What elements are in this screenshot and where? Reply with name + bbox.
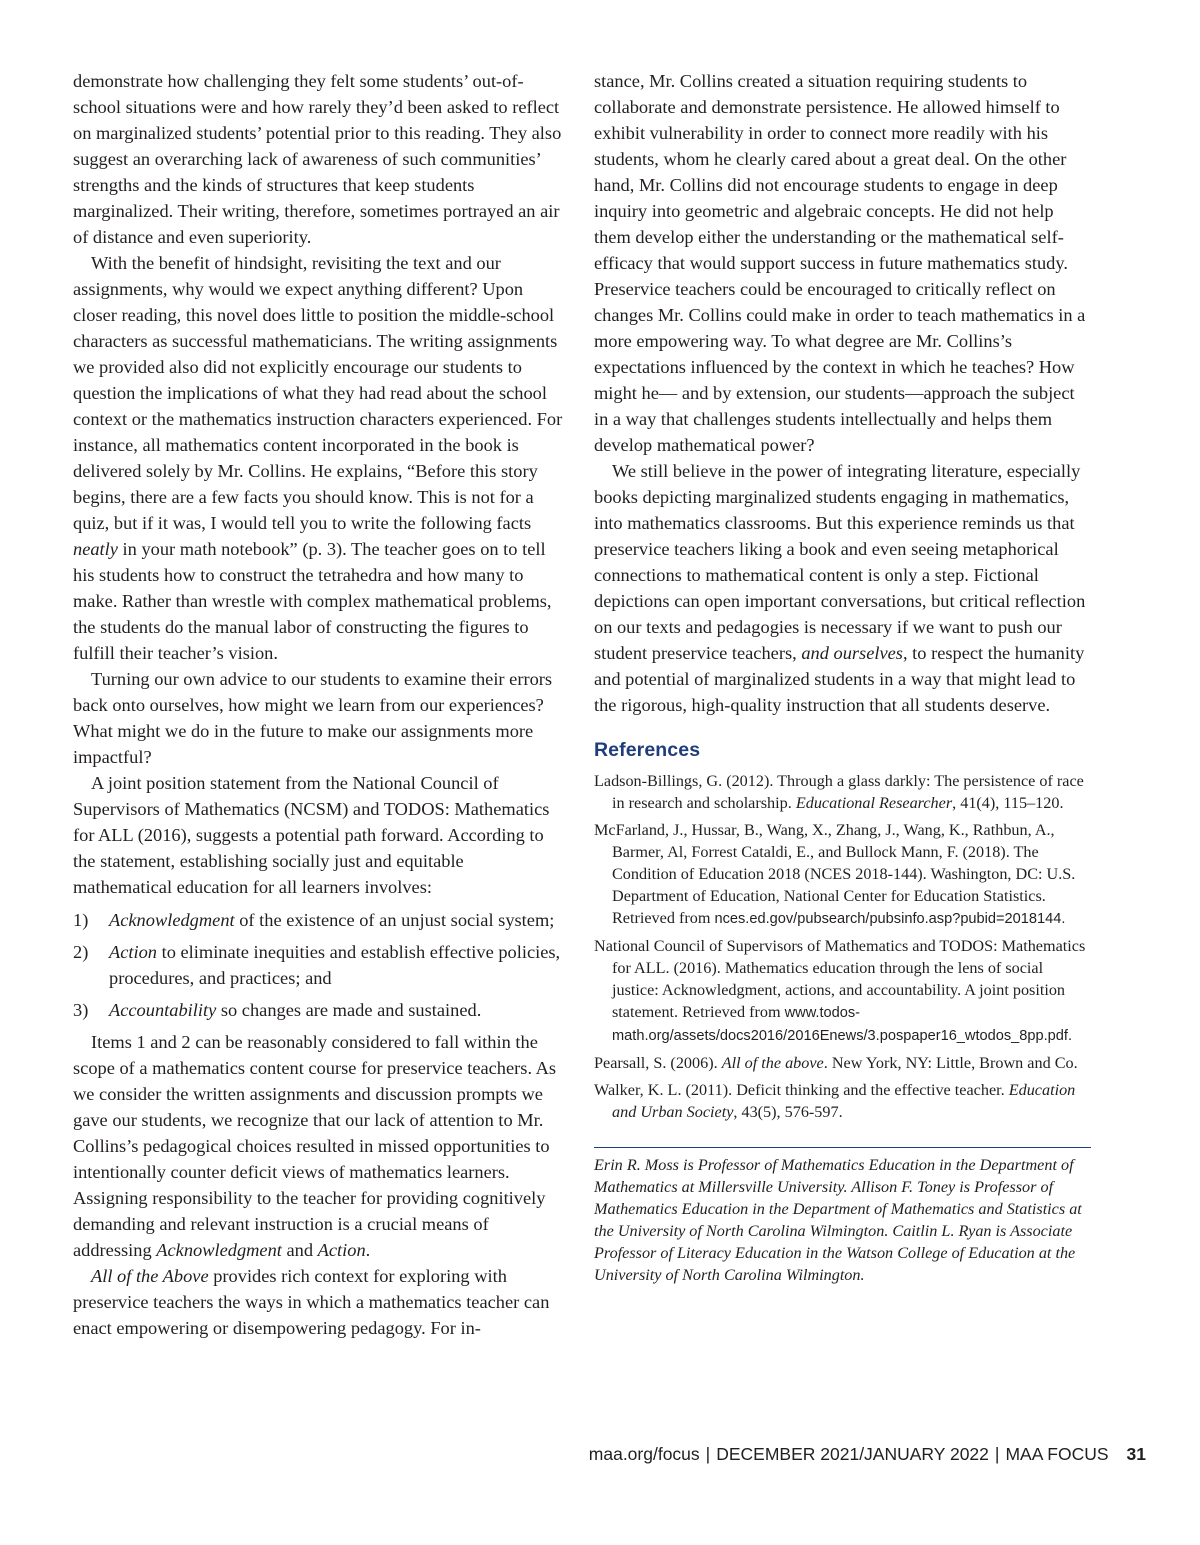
paragraph: Turning our own advice to our students to examine their errors back onto ourselves, how might we learn from our experiences? What might we do in the future to make our assignments more impactful? [73,669,553,767]
right-column [594,68,1088,1286]
footer-site-link[interactable]: maa.org/focus [588,1444,700,1464]
paragraph: A joint position statement from the National Council of Supervisors of Mathematics (NCSM) and TODOS: Mathematics for ALL (2016), suggests a potential path forward. According to the statement, establishing socially just and equitable mathematical education for all learners involves: [73,773,550,897]
reference-entry: Ladson-Billings, G. (2012). Through a glass darkly: The persistence of race in research and scholarship. Educational Researcher, 41(4), 115–120. [594,772,1084,812]
paragraph: With the benefit of hindsight, revisiting the text and our assignments, why would we expect anything different? Upon closer reading, this novel does little to position the middle-school characters as successful mathematicians. The writing assignments we provided also did not explicitly encourage our students to question the implications of what they had read about the school context or the mathematics instruction characters experienced. For instance, all mathematics content incorporated in the book is delivered solely by Mr. Collins. He explains, “Before this story begins, there are a few facts you should know. This is not for a quiz, but if it was, I would tell you to write the following facts neatly in your math notebook” (p. 3). The teacher goes on to tell his students how to construct the tetrahedra and how many to make. Rather than wrestle with complex mathematical problems, the students do the manual labor of constructing the figures to fulfill their teacher’s vision. [73,253,563,663]
paragraph: demonstrate how challenging they felt some students’ out-of-school situations were and how rarely they’d been asked to reflect on marginalized students’ potential prior to this reading. They also suggest an overarching lack of awareness of such communities’ strengths and the kinds of structures that keep students marginalized. Their writing, therefore, sometimes portrayed an air of distance and even superiority. [73,71,562,247]
numbered-list [73,907,565,1023]
page-footer [589,1444,1146,1465]
reference-entry: Pearsall, S. (2006). All of the above. New York, NY: Little, Brown and Co. [594,1054,1078,1072]
divider [594,1147,1091,1148]
footer-separator: | [705,1444,711,1464]
reference-entry: National Council of Supervisors of Mathematics and TODOS: Mathematics for ALL. (2016). Mathematics education through the lens of social justice: Acknowledgment, actions, and accountability. A joint position statement. Retrieved from www.todos-math.org/assets/docs2016/2016Enews/3.pospaper16_wtodos_8pp.pdf. [594,937,1086,1044]
footer-magazine: MAA FOCUS [1005,1444,1109,1464]
paragraph: Items 1 and 2 can be reasonably considered to fall within the scope of a mathematics content course for preservice teachers. As we consider the written assignments and discussion prompts we gave our students, we recognize that our lack of attention to Mr. Collins’s pedagogical choices resulted in missed opportunities to intentionally counter deficit views of mathematics learners. Assigning responsibility to the teacher for providing cognitively demanding and relevant instruction is a crucial means of addressing Acknowledgment and Action. [73,1032,557,1260]
reference-entry: McFarland, J., Hussar, B., Wang, X., Zhang, J., Wang, K., Rathbun, A., Barmer, Al, Forrest Cataldi, E., and Bullock Mann, F. (2018). The Condition of Education 2018 (NCES 2018-144). Washington, DC: U.S. Department of Education, National Center for Education Statistics. Retrieved from nces.ed.gov/pubsearch/pubsinfo.asp?pubid=2018144. [594,821,1076,927]
list-item: 3) Accountability so changes are made and sustained. [73,1000,482,1020]
reference-url[interactable]: nces.ed.gov/pubsearch/pubsinfo.asp?pubid=2018144. [714,911,1066,927]
list-item: 2) Action to eliminate inequities and establish effective policies, procedures, and practices; and [73,942,561,988]
reference-entry: Walker, K. L. (2011). Deficit thinking and the effective teacher. Education and Urban Society, 43(5), 576-597. [594,1081,1076,1121]
reference-url[interactable]: www.todos-math.org/assets/docs2016/2016Enews/3.pospaper16_wtodos_8pp.pdf. [612,1005,1073,1044]
paragraph: All of the Above provides rich context for exploring with preservice teachers the ways in which a mathematics teacher can enact empowering or disempowering pedagogy. For in- [73,1266,550,1338]
footer-issue: DECEMBER 2021/JANUARY 2022 [716,1444,989,1464]
list-item: 1) Acknowledgment of the existence of an unjust social system; [73,910,555,930]
paragraph: We still believe in the power of integrating literature, especially books depicting marginalized students engaging in mathematics, into mathematics classrooms. But this experience reminds us that preservice teachers liking a book and even seeing metaphorical connections to mathematical content is only a step. Fictional depictions can open important conversations, but critical reflection on our texts and pedagogies is necessary if we want to push our student preservice teachers, and ourselves, to respect the humanity and potential of marginalized students in a way that might lead to the rigorous, high-quality instruction that all students deserve. [594,461,1086,715]
paragraph: stance, Mr. Collins created a situation requiring students to collaborate and demonstrate persistence. He allowed himself to exhibit vulnerability in order to connect more readily with his students, whom he clearly cared about a great deal. On the other hand, Mr. Collins did not encourage students to engage in deep inquiry into geometric and algebraic concepts. He did not help them develop either the understanding or the mathematical self-efficacy that would support success in future mathematics study. Preservice teachers could be encouraged to critically reflect on changes Mr. Collins could make in order to teach mathematics in a more empowering way. To what degree are Mr. Collins’s expectations influenced by the context in which he teaches? How might he— and by extension, our students—approach the subject in a way that challenges students intellectually and helps them develop mathematical power? [594,71,1086,455]
author-bio: Erin R. Moss is Professor of Mathematics Education in the Department of Mathematics at Millersville University. Allison F. Toney is Professor of Mathematics Education in the Department of Mathematics and Statistics at the University of North Carolina Wilmington. Caitlin L. Ryan is Associate Professor of Literacy Education in the Watson College of Education at the University of North Carolina Wilmington. [594,1156,1082,1284]
footer-separator: | [994,1444,1000,1464]
left-column [73,68,565,1341]
references-heading: References [594,739,701,761]
page-number: 31 [1126,1444,1146,1464]
